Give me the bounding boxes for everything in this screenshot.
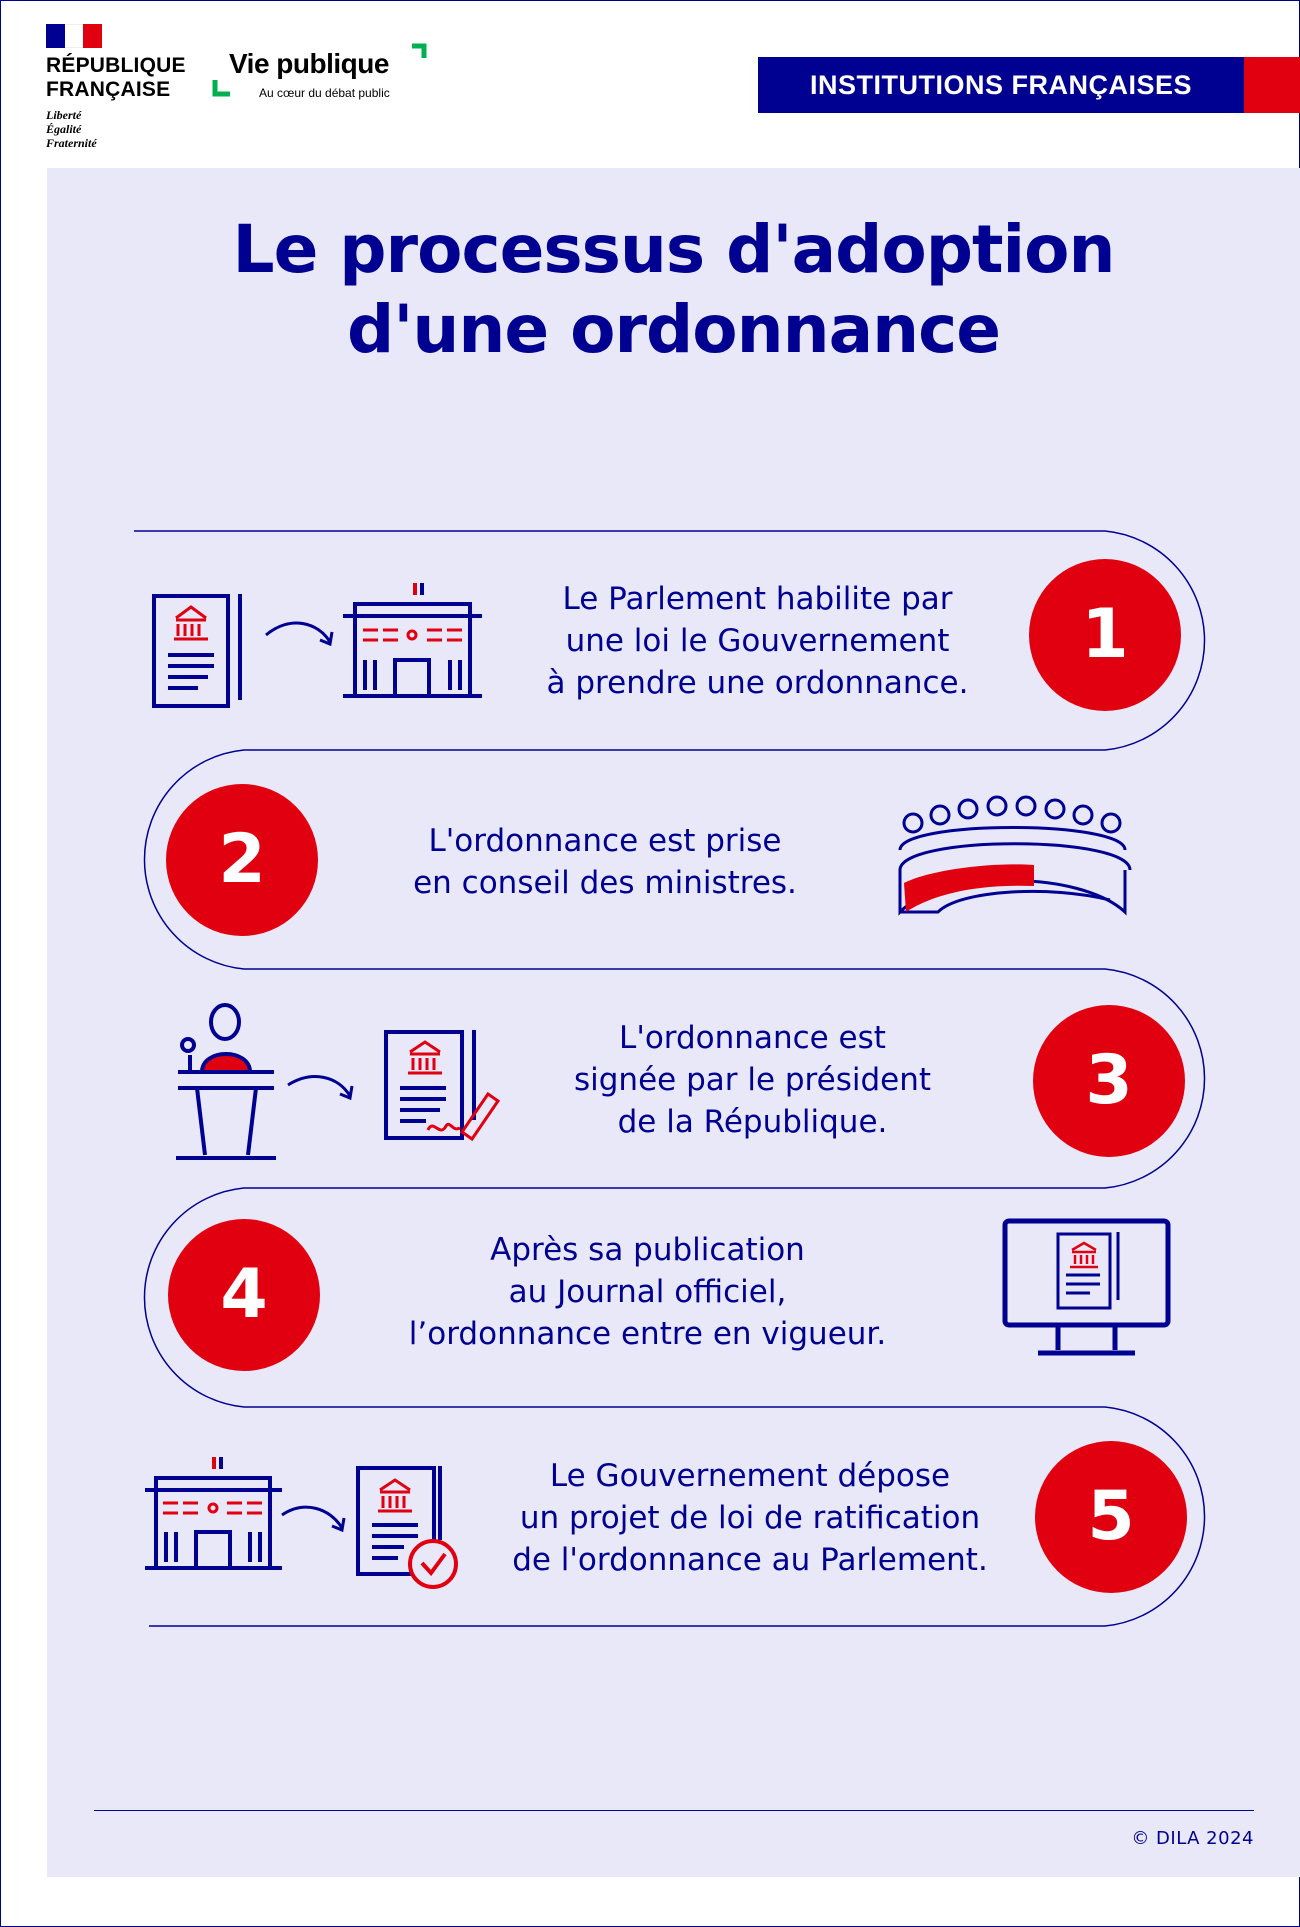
step-5-number: 5: [1035, 1441, 1187, 1593]
council-table-icon: [900, 797, 1130, 912]
copyright: © DILA 2024: [1131, 1828, 1254, 1849]
parliament-building-icon: [343, 583, 482, 696]
step-3-text: L'ordonnance est signée par le président de la République.: [573, 1020, 932, 1140]
step-4-number: 4: [168, 1219, 320, 1371]
page-title: Le processus d'adoption d'une ordonnance: [232, 211, 1115, 368]
step-5-text: Le Gouvernement dépose un projet de loi de ratification de l'ordonnance au Parlement.: [512, 1458, 988, 1578]
step-1-text: Le Parlement habilite par une loi le Gouvernement à prendre une ordonnance.: [546, 581, 969, 701]
signed-document-icon: [386, 1030, 498, 1139]
vie-publique-title: Vie publique: [229, 48, 389, 79]
validated-document-icon: [358, 1466, 456, 1587]
republique-motto: Liberté Égalité Fraternité: [46, 108, 97, 150]
government-building-icon: [145, 1457, 282, 1568]
step-2-number: 2: [166, 784, 318, 936]
step-2-text: L'ordonnance est prise en conseil des ministres.: [413, 823, 797, 901]
step-1-number: 1: [1029, 559, 1181, 711]
step-3-number: 3: [1033, 1005, 1185, 1157]
vie-publique-subtitle: Au cœur du débat public: [259, 86, 390, 100]
document-icon: [154, 594, 240, 706]
republique-francaise-label: RÉPUBLIQUE FRANÇAISE: [46, 54, 186, 101]
president-lectern-icon: [176, 1005, 276, 1158]
category-label: INSTITUTIONS FRANÇAISES: [758, 57, 1244, 113]
footer-divider: [94, 1810, 1254, 1811]
step-4-text: Après sa publication au Journal officiel, l’ordonnance entre en vigueur.: [408, 1232, 887, 1352]
monitor-document-icon: [1005, 1221, 1168, 1353]
